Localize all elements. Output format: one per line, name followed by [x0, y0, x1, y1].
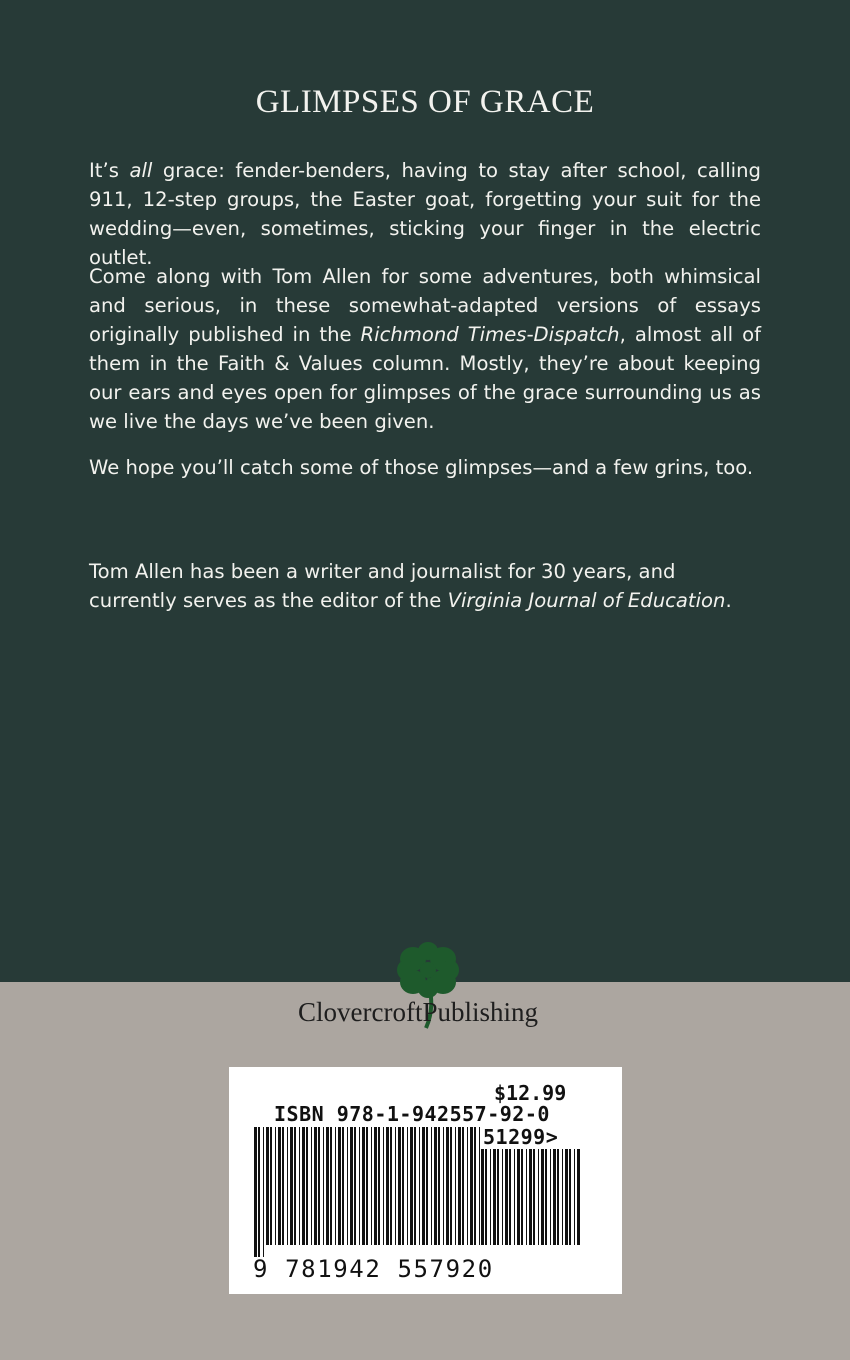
isbn-barcode-label [229, 1067, 622, 1294]
text-run: Come along with Tom Allen for some adventures, both whimsical and serious, in these somewhat-adapted versions of essays originally published in the [89, 265, 761, 346]
barcode-bar [458, 1127, 461, 1245]
barcode-bar [577, 1149, 580, 1245]
text-run: , almost all of them in the Faith & Values column. Mostly, they’re about keeping our ears and eyes open for glimpses of the grace surrounding us as we live the days we’ve been given. [89, 323, 761, 433]
barcode-bar [395, 1127, 396, 1245]
barcode-bar [290, 1127, 293, 1245]
barcode-bar [450, 1127, 452, 1245]
text-run: Tom Allen has been a writer and journalist for 30 years, and currently serves as the editor of the [89, 560, 676, 612]
barcode-bar [493, 1149, 496, 1245]
barcode-bar [270, 1127, 272, 1245]
barcode-bar [386, 1127, 389, 1245]
barcode-bar [398, 1127, 401, 1245]
barcode-bar [366, 1127, 368, 1245]
blurb-paragraph-2 [89, 262, 761, 436]
barcode-bar [362, 1127, 365, 1245]
addon-code-label: 51299> [483, 1125, 559, 1149]
barcode-bar [419, 1127, 420, 1245]
barcode-bar [350, 1127, 353, 1245]
barcode-bar [485, 1149, 487, 1245]
barcode-bar [505, 1149, 508, 1245]
italic-text: all [129, 159, 153, 182]
barcode-bar [526, 1149, 527, 1245]
barcode-bar [462, 1127, 464, 1245]
italic-text: Virginia Journal of Education [447, 589, 726, 612]
italic-text: Richmond Times-Dispatch [360, 323, 620, 346]
barcode-bar [326, 1127, 329, 1245]
barcode-bar [278, 1127, 281, 1245]
addon-barcode [481, 1149, 581, 1299]
barcode-bar [407, 1127, 408, 1245]
barcode-bar [474, 1127, 476, 1245]
barcode-bar [569, 1149, 571, 1245]
barcode-bar [294, 1127, 296, 1245]
author-bio [89, 557, 761, 615]
barcode-bar [359, 1127, 360, 1245]
barcode-bar [545, 1149, 547, 1245]
barcode-bar [266, 1127, 269, 1245]
barcode-bar [414, 1127, 416, 1245]
barcode-bar [502, 1149, 503, 1245]
barcode-bar [557, 1149, 559, 1245]
barcode-bar [521, 1149, 523, 1245]
text-run: It’s [89, 159, 130, 182]
barcode-bar [330, 1127, 332, 1245]
barcode-bar [347, 1127, 348, 1245]
barcode-bar [479, 1127, 480, 1245]
barcode-bar [467, 1127, 468, 1245]
barcode-bar [402, 1127, 404, 1245]
barcode-bar [342, 1127, 344, 1245]
text-run: grace: fender-benders, having to stay after school, calling 911, 12-step groups, the Easter goat, forgetting your suit for the wedding—even, sometimes, sticking your finger in the electric outlet. [89, 159, 761, 269]
text-run: We hope you’ll catch some of those glimpses—and a few grins, too. [89, 456, 754, 479]
barcode-bar [383, 1127, 384, 1245]
barcode-bar [275, 1127, 276, 1245]
barcode-bar [378, 1127, 380, 1245]
barcode-bar [490, 1149, 491, 1245]
barcode-bar [533, 1149, 535, 1245]
barcode-bar [263, 1127, 264, 1257]
barcode-bar [354, 1127, 356, 1245]
barcode-bar [282, 1127, 284, 1245]
barcode-bar [287, 1127, 288, 1245]
barcode-bar [443, 1127, 444, 1245]
barcode-bar [426, 1127, 428, 1245]
barcode-bar [302, 1127, 305, 1245]
barcode-bar [254, 1127, 257, 1257]
barcode-bar [311, 1127, 312, 1245]
barcode-bar [431, 1127, 432, 1245]
ean-barcode [254, 1127, 484, 1257]
isbn-label: ISBN 978-1-942557-92-0 [274, 1102, 550, 1126]
barcode-bar [422, 1127, 425, 1245]
barcode-bar [565, 1149, 568, 1245]
barcode-bar [509, 1149, 511, 1245]
blurb-paragraph-1 [89, 156, 761, 272]
barcode-bar [410, 1127, 413, 1245]
barcode-bar [497, 1149, 499, 1245]
barcode-bar [371, 1127, 372, 1245]
barcode-bar [374, 1127, 377, 1245]
barcode-bar [434, 1127, 437, 1245]
barcode-bar [529, 1149, 532, 1245]
barcode-bar [470, 1127, 473, 1245]
barcode-bar [338, 1127, 341, 1245]
barcode-bar [562, 1149, 563, 1245]
barcode-bar [541, 1149, 544, 1245]
barcode-bar [299, 1127, 300, 1245]
barcode-bar [318, 1127, 320, 1245]
barcode-bar [306, 1127, 308, 1245]
barcode-bar [446, 1127, 449, 1245]
price-label: $12.99 [494, 1081, 567, 1105]
barcode-bar [335, 1127, 336, 1245]
barcode-bar [258, 1127, 260, 1257]
text-run: . [725, 589, 732, 612]
barcode-bar [390, 1127, 392, 1245]
barcode-bar [574, 1149, 575, 1245]
barcode-bar [481, 1149, 484, 1245]
publisher-name: ClovercroftPublishing [298, 997, 538, 1027]
barcode-bar [517, 1149, 520, 1245]
blurb-paragraph-3 [89, 453, 761, 482]
barcode-bar [323, 1127, 324, 1245]
barcode-bar [514, 1149, 515, 1245]
barcode-bar [455, 1127, 456, 1245]
barcode-bar [553, 1149, 556, 1245]
ean-digits: 9 781942 557920 [253, 1255, 494, 1283]
barcode-bar [438, 1127, 440, 1245]
barcode-bar [550, 1149, 551, 1245]
barcode-bar [314, 1127, 317, 1245]
book-title: GLIMPSES OF GRACE [255, 84, 595, 120]
barcode-bar [538, 1149, 539, 1245]
